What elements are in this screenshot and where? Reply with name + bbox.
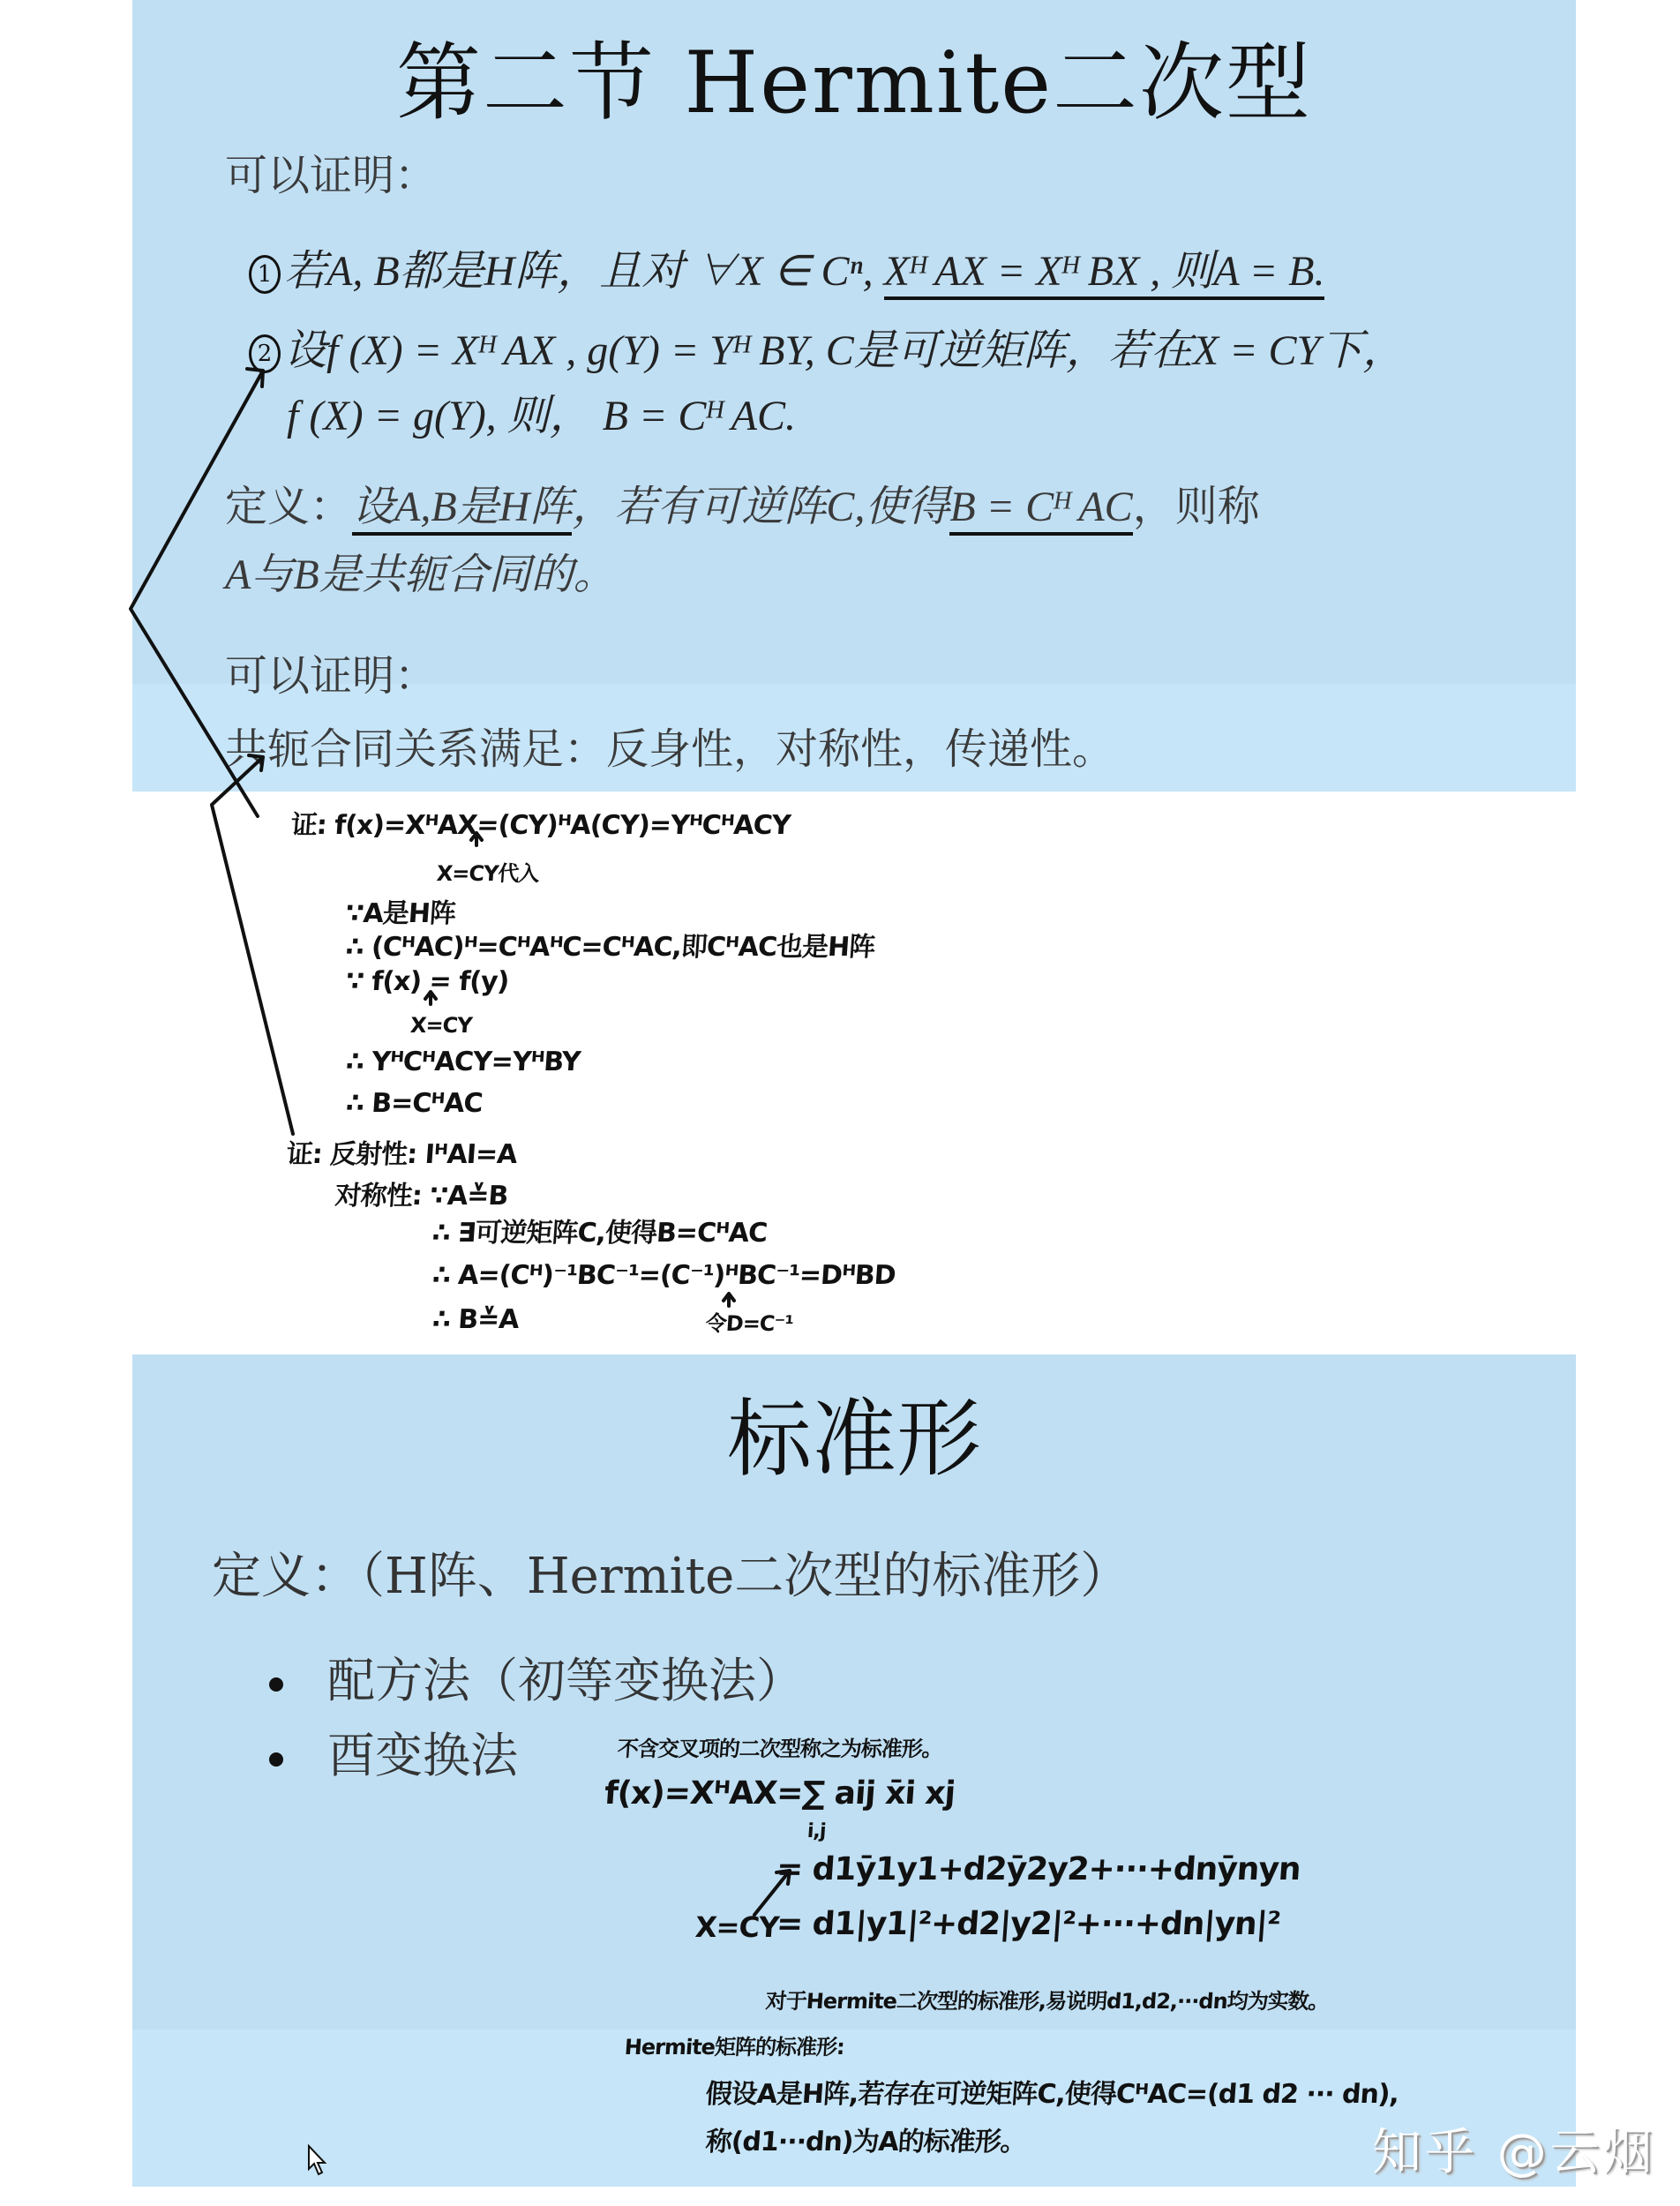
definition-middle: ，若有可逆阵C,使得 — [572, 484, 950, 530]
bullet-item-2-label: 酉变换法 — [327, 1728, 518, 1783]
notes-2-line-4: = d1|y1|²+d2|y2|²+···+dn|yn|² — [775, 1906, 1282, 1942]
notes-2-line-3-note: X=CY — [694, 1910, 780, 1944]
definition-line-2: A与B是共轭合同的。 — [225, 552, 616, 598]
bullet-dot-icon — [269, 1677, 283, 1692]
definition-tail: ，则称 — [1132, 482, 1260, 531]
item-1-text: 若A, B都是H阵，且对 ∀X ∈ Cⁿ, — [284, 248, 884, 295]
notes-2-line-2: f(x)=XᴴAX=∑ aij x̄i xj — [603, 1775, 956, 1812]
bullet-dot-icon — [269, 1752, 283, 1767]
can-prove-heading-2: 可以证明： — [225, 651, 438, 701]
proof-2-line-4-note: 令D=C⁻¹ — [704, 1311, 794, 1336]
notes-2-line-5: 对于Hermite二次型的标准形,易说明d1,d2,···dn均为实数。 — [764, 1989, 1330, 2014]
circled-number-2: 2 — [249, 334, 281, 373]
slide-2-definition: 定义：（H阵、Hermite二次型的标准形） — [212, 1548, 1130, 1605]
can-prove-heading-1: 可以证明： — [225, 151, 438, 200]
notes-2-line-8: 称(d1···dn)为A的标准形。 — [704, 2127, 1027, 2157]
proof-1-line-1: 证: f(x)=XᴴAX=(CY)ᴴA(CY)=YᴴCᴴACY — [289, 810, 791, 841]
notes-2-line-2-sub: i,j — [806, 1820, 827, 1842]
proof-2-line-4: ∴ A=(Cᴴ)⁻¹BC⁻¹=(C⁻¹)ᴴBC⁻¹=DᴴBD — [431, 1260, 896, 1291]
proof-2-line-3: ∴ ∃可逆矩阵C,使得B=CᴴAC — [431, 1218, 769, 1249]
mouse-cursor-icon — [307, 2144, 328, 2180]
definition-line-1 — [225, 472, 1260, 533]
item-1-underlined-statement: Xᴴ AX = Xᴴ BX , 则A = B. — [884, 248, 1325, 300]
proof-1-line-3: ∴ (CᴴAC)ᴴ=CᴴAᴴC=CᴴAC,即CᴴAC也是H阵 — [344, 932, 876, 963]
bullet-item-2 — [269, 1718, 518, 1786]
slide-1-title: 第二节 Hermite二次型 — [395, 34, 1313, 132]
notes-2-line-3: = d1ȳ1y1+d2ȳ2y2+···+dnȳnyn — [775, 1851, 1301, 1887]
proof-1-line-2: ∵A是H阵 — [344, 898, 457, 929]
notes-2-line-6: Hermite矩阵的标准形: — [623, 2035, 845, 2060]
definition-underlined-1: 设A,B是H阵 — [352, 484, 572, 536]
item-1 — [249, 236, 1324, 297]
item-2-line-1: 设f (X) = Xᴴ AX , g(Y) = Yᴴ BY, C是可逆矩阵，若在X = CY下， — [284, 327, 1406, 374]
bullet-item-1 — [269, 1643, 804, 1711]
proof-1-line-6: ∴ B=CᴴAC — [344, 1088, 484, 1119]
definition-label: 定义： — [225, 482, 353, 531]
proof-1-line-4-note: X=CY — [409, 1013, 473, 1038]
bullet-item-1-label: 配方法（初等变换法） — [327, 1653, 804, 1708]
proof-2-line-2: 对称性: ∵A≚B — [334, 1181, 509, 1212]
arrow-proof-2-to-properties — [212, 757, 293, 1134]
proof-2-line-1: 证: 反射性: IᴴAI=A — [285, 1139, 518, 1170]
properties-statement: 共轭合同关系满足：反身性，对称性，传递性。 — [225, 724, 1115, 774]
zhihu-watermark: 知乎 @云烟 — [1372, 2124, 1656, 2181]
item-2 — [249, 316, 1405, 377]
definition-underlined-2: B = Cᴴ AC — [949, 484, 1132, 536]
proof-1-line-4: ∵ f(x) = f(y) — [344, 966, 510, 997]
circled-number-1: 1 — [249, 255, 281, 294]
proof-1-line-1-note: X=CY代入 — [435, 861, 540, 886]
notes-2-line-1: 不含交叉项的二次型称之为标准形。 — [616, 1737, 943, 1761]
slide-2-title: 标准形 — [727, 1390, 981, 1489]
item-2-line-2: f (X) = g(Y), 则， B = Cᴴ AC. — [287, 393, 797, 439]
proof-1-line-5: ∴ YᴴCᴴACY=YᴴBY — [344, 1047, 581, 1077]
notes-2-line-7: 假设A是H阵,若存在可逆矩阵C,使得CᴴAC=(d1 d2 ··· dn), — [704, 2079, 1400, 2110]
proof-2-line-5: ∴ B≚A — [431, 1304, 520, 1335]
